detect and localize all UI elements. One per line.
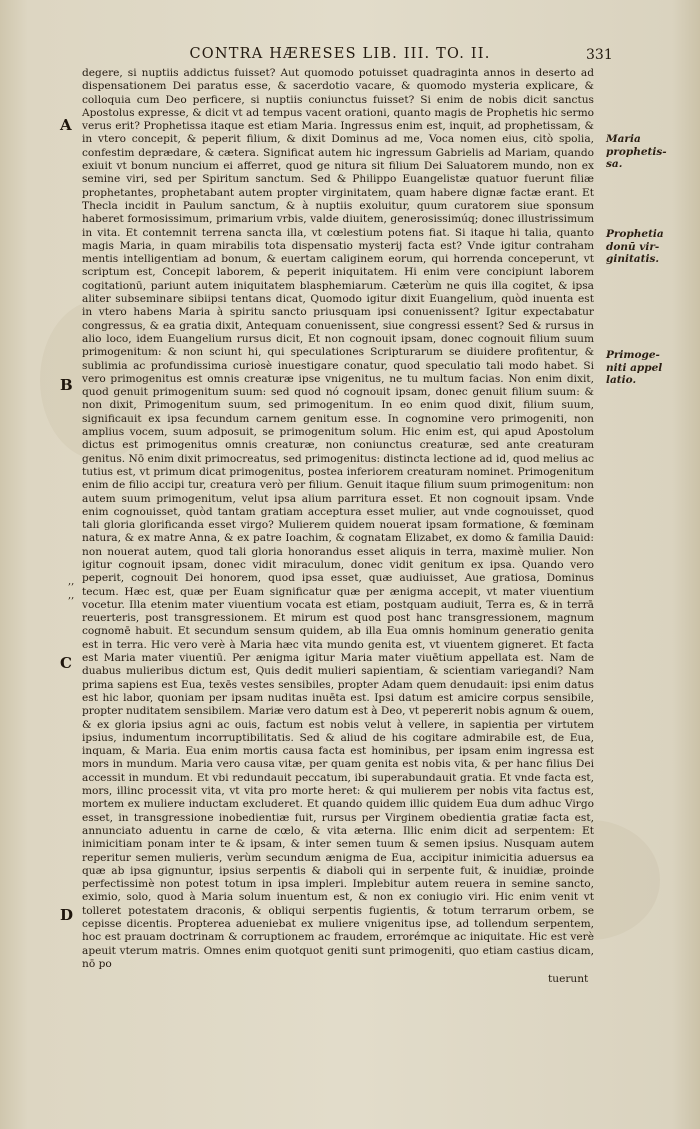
- margin-note-line: Primoge-: [606, 349, 660, 361]
- margin-letter-b: B: [60, 376, 73, 394]
- body-text: [82, 67, 594, 971]
- margin-note-maria-prophetissa: [606, 133, 698, 171]
- margin-note-line: donū vir-: [606, 240, 660, 253]
- margin-note-line: prophetis-: [606, 145, 667, 158]
- margin-note-line: latio.: [606, 374, 637, 386]
- running-title: CONTRA HÆRESES LIB. III. TO. II.: [189, 46, 491, 62]
- margin-note-line: Maria: [606, 133, 641, 145]
- margin-note-line: sa.: [606, 158, 623, 170]
- margin-letter-a: A: [60, 116, 72, 134]
- quote-mark: ,,: [68, 576, 75, 587]
- margin-note-line: Prophetia: [606, 228, 664, 240]
- body-paragraph: degere, si nuptiis addictus fuisset? Aut quomodo potuisset quadraginta annos in deserto ad dispensationem Dei paratus esse, & sacerdotio vacare, & quomodo mysteria explicare, & colloquia cum Deo perficere, si nuptiis coniunctus fuisset? Si enim de nobis dicit sanctus Apostolus expresse, & dicit vt ad tempus vacent orationi, quanto magis de Prophetis hic sermo verus erit? Prophetissa itaque est etiam Maria. Ingressus enim est, inquit, ad prophetissam, & in vtero concepit, & peperit filium, & dixit Dominus ad me, Voca nomen eius, citò spolia, confestim deprædare, & cætera. Significat autem hic ingressum Gabrielis ad Mariam, quando exiuit vt bonum nuncium ei afferret, quod ge nitura sit filium Dei Saluatorem mundo, non ex semine viri, sed per Spiritum sanctum. Sed & Philippo Euangelistæ quatuor fuerunt filiæ prophetantes, prophetabant autem propter virginitatem, quam habere dignæ factæ erant. Et Thecla incidit in Paulum sanctum, & à nuptiis exoluitur, quum curatorem siue sponsum haberet formosissimum, primarium vrbis, valde diuitem, generosissimúq; donec illustrissimum in vita. Et contemnit terrena sancta illa, vt cœlestium potens fiat. Si itaque hi talia, quanto magis Maria, in quam mirabilis tota dispensatio mysterij facta est? Vnde igitur contraham mentis intelligentiam ad bonum, & euertam caliginem eorum, qui horrenda conceperunt, vt scriptum est, Concepit laborem, & peperit iniquitatem. Hi enim vere concipiunt laborem cogitationū, pariunt autem iniquitatem blasphemiarum. Cæterùm ne quis illa cogitet, & ipsa aliter subseminare sibiipsi tentans dicat, Quomodo igitur dixit Euangelium, quòd inuenta est in vtero habens Maria à spiritu sancto priusquam ipsi conuenissent? Igitur expectabatur congressus, & ea gratia dixit, Antequam conuenissent, siue congressi essent? Sed & rursus in alio loco, idem Euangelium rursus dicit, Et non cognouit ipsam, donec cognouit filium suum primogenitum: & non sciunt hi, qui speculationes Scripturarum se diuidere profitentur, & sublimia ac profundissima curiosè inuestigare conatur, quod speculatio tali modo habet. Si vero primogenitus est omnis creaturæ ipse vnigenitus, ne tu multum facias. Non enim dixit, quod genuit primogenitum suum: sed quod nó cognouit ipsam, donec genuit filium suum: & non dixit, Primogenitum suum, sed primogenitum. In eo enim quod dixit, filium suum, significauit ex ipsa fecundum carnem genitum esse. In cognomine vero primogeniti, non amplius vocem, suum adposuit, se primogenitum solum. Hic enim est, qui apud Apostolum dictus est primogenitus omnis creaturæ, non coniunctus creaturæ, sed ante creaturam genitus. Nō enim dixit primocreatus, sed primogenitus: distincta lectione ad id, quod melius ac tutius est, vt primum dicat primogenitus, postea inferiorem creaturam nominet. Primogenitum enim de filio accipi tur, creatura verò per filium. Genuit itaque filium suum primogenitum: non autem suum primogenitum, velut ipsa alium parritura esset. Et non cognouit ipsam. Vnde enim cognouisset, quòd tantam gratiam acceptura esset mulier, aut vnde cognouisset, quod tali gloria glorificanda esset virgo? Mulierem quidem nouerat ipsam formatione, & fœminam natura, & ex matre Anna, & ex patre Ioachim, & cognatam Elizabet, ex domo & familia Dauid: non nouerat autem, quod tali gloria honorandus esset aliquis in terra, maximè mulier. Non igitur cognouit ipsam, donec vidit miraculum, donec vidit genitum ex ipsa. Quando vero peperit, cognouit Dei honorem, quod ipsa esset, quæ audiuisset, Aue gratiosa, Dominus tecum. Hæc est, quæ per Euam significatur quæ per ænigma accepit, vt mater viuentium vocetur. Illa etenim mater viuentium vocata est etiam, postquam audiuit, Terra es, & in terrā reuerteris, post transgressionem. Et mirum est quod post hanc transgressionem, magnum cognomē habuit. Et secundum sensum quidem, ab illa Eua omnis hominum generatio genita est in terra. Hic vero verè à Maria hæc vita mundo genita est, vt viuentem gigneret. Et facta est Maria mater viuentiū. Per ænigma igitur Maria mater viuētium appellata est. Nam de duabus mulieribus dictum est, Quis dedit mulieri sapientiam, & scientiam variegandi? Nam prima sapiens est Eua, texēs vestes sensibiles, propter Adam quem denudauit: ipsi enim datus est hic labor, quoniam per ipsam nuditas inuēta est. Ipsi datum est amicire corpus sensibile, propter nuditatem sensibilem. Mariæ vero datum est à Deo, vt pepererit nobis agnum & ouem, & ex gloria ipsius agni ac ouis, factum est nobis velut à vellere, in sapientia per virtutem ipsius, indumentum incorruptibilitatis. Sed & aliud de his cogitare admirabile est, de Eua, inquam, & Maria. Eua enim mortis causa facta est hominibus, per ipsam enim ingressa est mors in mundum. Maria vero causa vitæ, per quam genita est nobis vita, & per hanc filius Dei accessit in mundum. Et vbi redundauit peccatum, ibi superabundauit gratia. Et vnde facta est, mors, illinc processit vita, vt vita pro morte heret: & qui mulierem per nobis vita factus est, mortem ex muliere inductam excluderet. Et quando quidem illic quidem Eua dum adhuc Virgo esset, in transgressione inobedientiæ fuit, rursus per Virginem obedientia gratiæ facta est, annunciato aduentu in carne de cœlo, & vita æterna. Illic enim dicit ad serpentem: Et inimicitiam ponam inter te & ipsam, & inter semen tuum & semen ipsius. Nusquam autem reperitur semen mulieris, verùm secundum ænigma de Eua, accipitur inimicitia aduersus ea quæ ab ipsa gignuntur, ipsius serpentis & diaboli qui in serpente fuit, & inuidiæ, proinde perfectissimè non potest totum in ipsa impleri. Implebitur autem reuera in semine sancto, eximio, solo, quod à Maria solum inuentum est, & non ex coniugio viri. Hic enim venit vt tolleret potestatem draconis, & obliqui serpentis fugientis, & totum terrarum orbem, se cepisse dicentis. Propterea adueniebat ex muliere vnigenitus ipse, ad tollendum serpentem, hoc est prauam doctrinam & corruptionem ac fraudem, errorémque ac iniquitate. Hic est verè apeuit vterum matris. Omnes enim quotquot geniti sunt primogeniti, quo etiam castius dicam, nō po: [82, 67, 594, 970]
- margin-letter-d: D: [60, 906, 74, 924]
- margin-note-primogeniti: [606, 349, 698, 387]
- catchword: tuerunt: [548, 973, 589, 985]
- margin-note-line: ginitatis.: [606, 253, 660, 265]
- folio-number: 331: [586, 47, 613, 63]
- quote-mark: ,,: [68, 590, 75, 601]
- margin-note-line: niti appel: [606, 361, 663, 374]
- margin-letter-c: C: [60, 654, 72, 672]
- margin-note-prophetia-virginitatis: [606, 228, 698, 266]
